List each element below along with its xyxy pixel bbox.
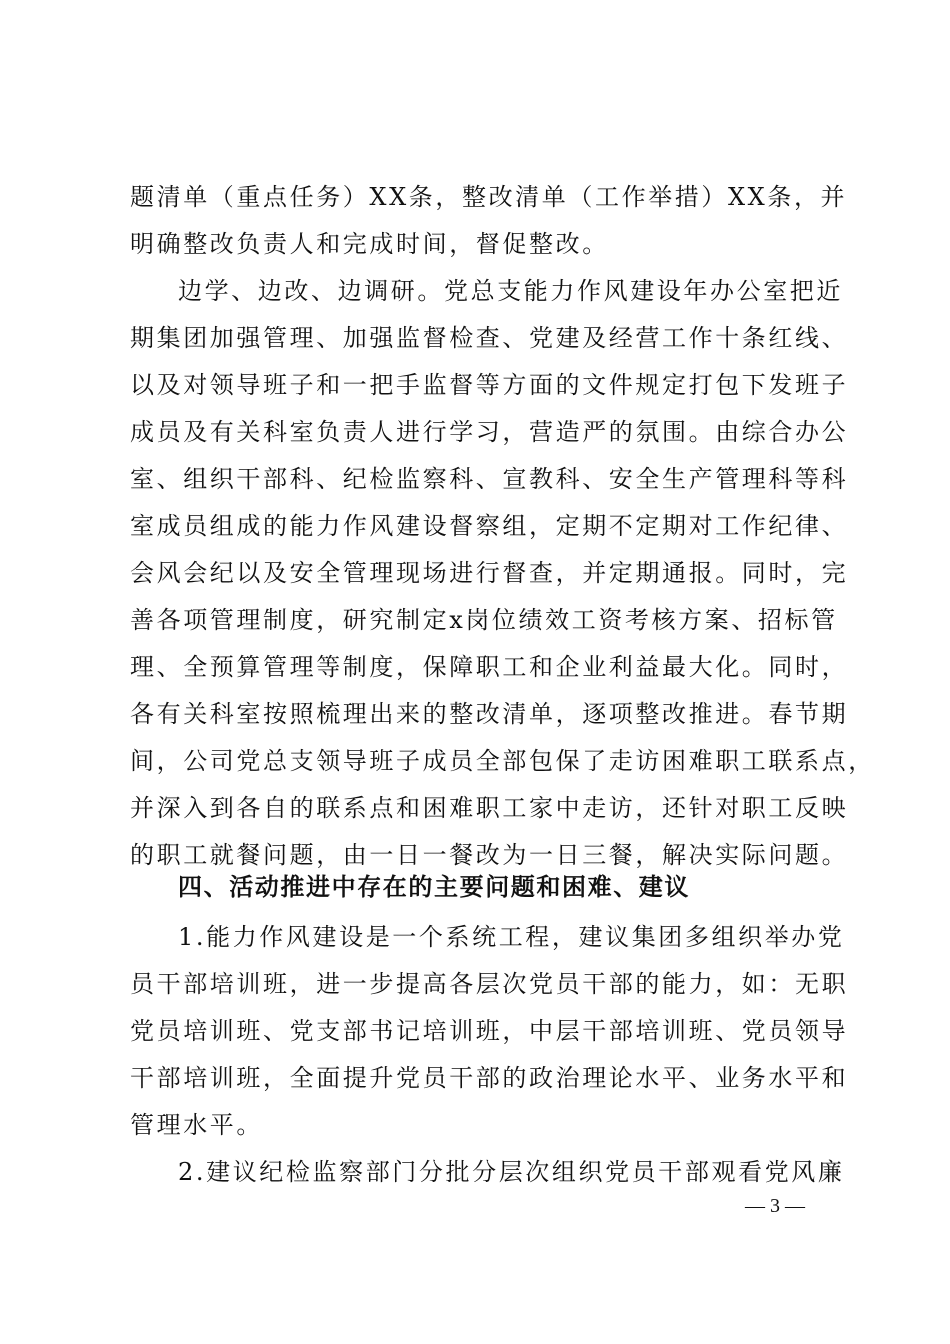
text-line: 员干部培训班，进一步提高各层次党员干部的能力，如：无职 xyxy=(130,970,849,998)
text-line: 室、组织干部科、纪检监察科、宣教科、安全生产管理科等科 xyxy=(130,465,849,493)
text-line: 会风会纪以及安全管理现场进行督查，并定期通报。同时，完 xyxy=(130,559,849,587)
text-line: 各有关科室按照梳理出来的整改清单，逐项整改推进。春节期 xyxy=(130,700,849,728)
text-line: 题清单（重点任务）XX条，整改清单（工作举措）XX条，并 xyxy=(130,183,848,211)
text-line: 边学、边改、边调研。党总支能力作风建设年办公室把近 xyxy=(178,277,843,305)
text-line: 室成员组成的能力作风建设督察组，定期不定期对工作纪律、 xyxy=(130,512,849,540)
text-line: 期集团加强管理、加强监督检查、党建及经营工作十条红线、 xyxy=(130,324,849,352)
text-line: 干部培训班，全面提升党员干部的政治理论水平、业务水平和 xyxy=(130,1064,849,1092)
text-line: 并深入到各自的联系点和困难职工家中走访，还针对职工反映 xyxy=(130,794,849,822)
text-line: 成员及有关科室负责人进行学习，营造严的氛围。由综合办公 xyxy=(130,418,849,446)
text-line: 间，公司党总支领导班子成员全部包保了走访困难职工联系点， xyxy=(130,747,875,775)
text-line: 2.建议纪检监察部门分批分层次组织党员干部观看党风廉 xyxy=(178,1158,845,1186)
text-line: 的职工就餐问题，由一日一餐改为一日三餐，解决实际问题。 xyxy=(130,841,849,869)
text-line: 理、全预算管理等制度，保障职工和企业利益最大化。同时， xyxy=(130,653,849,681)
text-line: 管理水平。 xyxy=(130,1111,263,1139)
section-heading: 四、活动推进中存在的主要问题和困难、建议 xyxy=(178,873,690,901)
text-line: 党员培训班、党支部书记培训班，中层干部培训班、党员领导 xyxy=(130,1017,849,1045)
text-line: 善各项管理制度，研究制定x岗位绩效工资考核方案、招标管 xyxy=(130,606,838,634)
page-number: — 3 — xyxy=(745,1195,805,1217)
text-line: 以及对领导班子和一把手监督等方面的文件规定打包下发班子 xyxy=(130,371,849,399)
text-line: 明确整改负责人和完成时间，督促整改。 xyxy=(130,230,609,258)
text-line: 1.能力作风建设是一个系统工程，建议集团多组织举办党 xyxy=(178,923,845,951)
